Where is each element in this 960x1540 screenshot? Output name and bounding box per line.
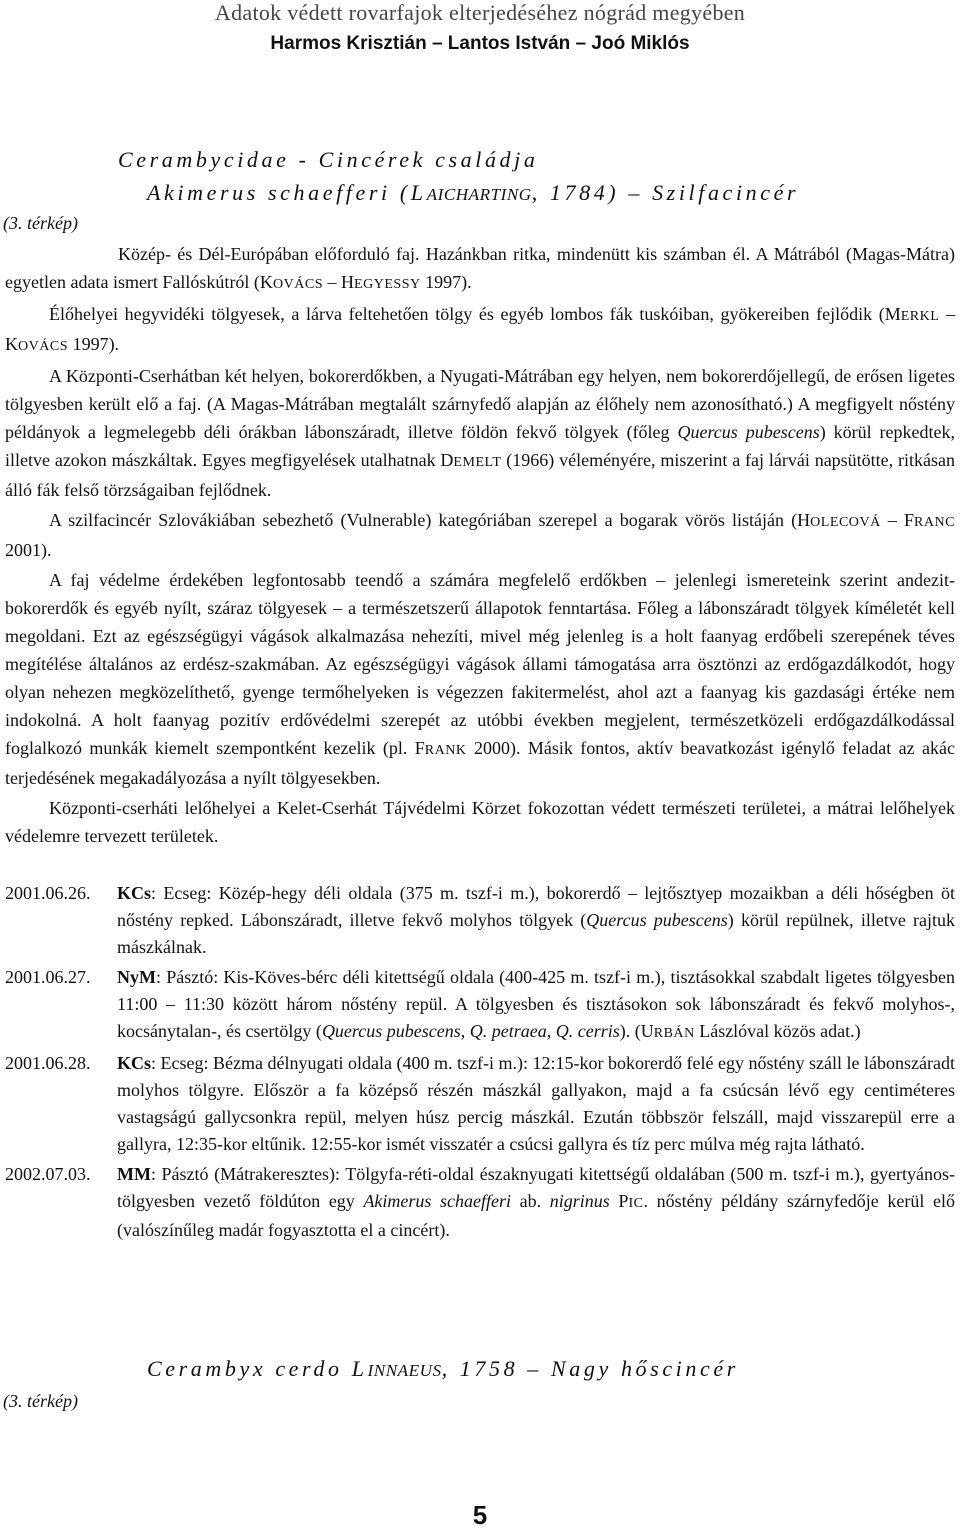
observation-date: 2001.06.28. — [5, 1053, 91, 1073]
species-name: Akimerus schaefferi — [147, 180, 391, 205]
page-number: 5 — [472, 1500, 488, 1530]
observation-list — [5, 880, 955, 1247]
observation-entry — [5, 964, 955, 1047]
species-common-name: Szilfacincér — [652, 180, 800, 205]
paragraph: A szilfacincér Szlovákiában sebezhető (Vulnerable) kategóriában szerepel a bogarak vörös listáján (HOLECOVÁ – FRANC 2001). — [5, 510, 955, 560]
observation-text: KCs: Ecseg: Bézma délnyugati oldala (400 m. tszf-i m.): 12:15-kor bokorerdő felé egy nőstény száll le lábonszáradt molyhos tölgyre. Először a fa középső részén mászkál gallyakon, majd a fa csúcsán lévő egy centiméteres vastagságú gallycsonkra repül, melyen húsz percig mászkál. Ezután többször felszáll, majd visszarepül erre a gallyra, 12:35-kor eltűnik. 12:55-kor ismét visszatér a csúcsi gallyra és tíz perc múlva még rajta látható. — [117, 1053, 955, 1154]
running-header-authors: Harmos Krisztián – Lantos István – Joó Miklós — [270, 33, 690, 54]
species-common-name: Nagy hőscincér — [551, 1356, 739, 1381]
family-heading: Cerambycidae - Cincérek családja — [118, 147, 539, 172]
observation-entry — [5, 1161, 955, 1244]
body-text — [5, 240, 955, 852]
observation-entry — [5, 880, 955, 961]
paragraph: Élőhelyei hegyvidéki tölgyesek, a lárva feltehetően tölgy és egyéb lombos fák tuskóiban, gyökereiben fejlődik (MERKL – KOVÁCS 1997). — [5, 304, 955, 354]
observation-text: KCs: Ecseg: Közép-hegy déli oldala (375 m. tszf-i m.), bokorerdő – lejtősztyep mozaikban a déli hőségben öt nőstény repked. Lábonszáradt, illetve fekvő molyhos tölgyek (Quercus pubescens) körül repülnek, illetve rajtuk mászkálnak. — [117, 883, 955, 957]
species-dash: – — [527, 1356, 542, 1381]
species-author: (LAICHARTING, 1784) — [399, 180, 620, 205]
map-reference: (3. térkép) — [3, 213, 78, 233]
species-heading — [147, 180, 799, 208]
observation-text: MM: Pásztó (Mátrakeresztes): Tölgyfa-réti-oldal északnyugati kitettségű oldalában (500 m. tszf-i m.), gyertyános-tölgyesben vezető földúton egy Akimerus schaefferi ab. nigrinus PIC. nőstény példány szárnyfedője kerül elő (valószínűleg madár fogyasztotta el a cincért). — [117, 1164, 955, 1240]
running-header-title: Adatok védett rovarfajok elterjedéséhez nógrád megyében — [214, 0, 746, 25]
species-dash: – — [628, 180, 643, 205]
species-author: LINNAEUS, 1758 — [351, 1356, 519, 1381]
observation-date: 2002.07.03. — [5, 1164, 91, 1184]
paragraph: Központi-cserháti lelőhelyei a Kelet-Cserhát Tájvédelmi Körzet fokozottan védett természeti területei, a mátrai lelőhelyek védelemre tervezett területek. — [5, 798, 955, 846]
observation-date: 2001.06.27. — [5, 967, 91, 987]
paragraph: A faj védelme érdekében legfontosabb teendő a számára megfelelő erdőkben – jelenlegi ismereteink szerint andezit-bokorerdők és egyéb nyílt, száraz tölgyesek – a természetszerű állapotok fenntartása. Főleg a lábonszáradt tölgyek kíméletét kell megoldani. Ezt az egészségügyi vágások alkalmazása nehezíti, mivel még jelenleg is a holt faanyag erdőbeli szerepének téves megítélése általános az erdész-szakmában. Az egészségügyi vágások állami támogatása arra ösztönzi az erdőgazdálkodót, hogy olyan nehezen megközelíthető, gyenge termőhelyeken is végezzen fakitermelést, ahol azt a faanyag kis gazdasági értéke nem indokolná. A holt faanyag pozitív erdővédelmi szerepét az utóbbi években megjelent, természetközeli erdőgazdálkodással foglalkozó munkák kiemelt szempontként kezelik (pl. FRANK 2000). Másik fontos, aktív beavatkozást igénylő feladat az akác terjedésének megakadályozása a nyílt tölgyesekben. — [5, 570, 955, 788]
observation-entry — [5, 1050, 955, 1158]
observation-text: NyM: Pásztó: Kis-Köves-bérc déli kitettségű oldala (400-425 m. tszf-i m.), tisztásokkal szabdalt ligetes tölgyesben 11:00 – 11:30 között három nőstény repül. A tölgyesben és tisztásokon sok lábonszáradt és fekvő molyhos-, kocsánytalan-, és csertölgy (Quercus pubescens, Q. petraea, Q. cerris). (URBÁN Lászlóval közös adat.) — [117, 967, 955, 1041]
species-name: Cerambyx cerdo — [147, 1356, 343, 1381]
paragraph: Közép- és Dél-Európában előforduló faj. Hazánkban ritka, mindenütt kis számban él. A Mátrából (Magas-Mátra) egyetlen adata ismert Fallóskútról (KOVÁCS – HEGYESSY 1997). — [5, 244, 955, 292]
species-heading-2 — [147, 1356, 739, 1384]
paragraph: A Központi-Cserhátban két helyen, bokorerdőkben, a Nyugati-Mátrában egy helyen, nem bokorerdőjellegű, de erősen ligetes tölgyesben került elő a faj. (A Magas-Mátrában megtalált szárnyfedő alapján az élőhely nem azonosítható.) A megfigyelt nőstény példányok a legmelegebb déli órákban lábonszáradt, illetve földön fekvő tölgyek (főleg Quercus pubescens) körül repkedtek, illetve azokon mászkáltak. Egyes megfigyelések utalhatnak DEMELT (1966) véleményére, miszerint a faj lárvái napsütötte, ritkásan álló fák felső törzságaiban fejlődnek. — [5, 366, 956, 500]
map-reference: (3. térkép) — [3, 1391, 78, 1411]
observation-date: 2001.06.26. — [5, 883, 91, 903]
